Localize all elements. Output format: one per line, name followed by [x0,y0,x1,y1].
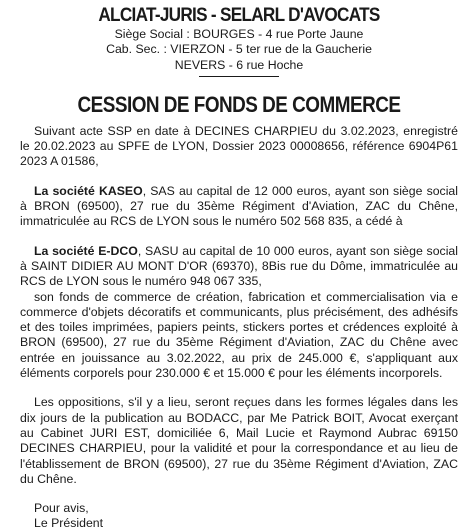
business-description: son fonds de commerce de création, fabrication et commercialisation via e commerce d'objets décoratifs et communicants, plus précisément, des adhésifs et des toiles imprimées, papiers peints, stickers portes et crédences exploité à BRON (69500), 27 rue du 35ème Régiment d'Aviation, ZAC du Chêne avec entrée en jouissance au 3.02.2022, au prix de 245.000 €, s'appliquant aux éléments corporels pour 230.000 € et 15.000 € pour les éléments incorporels. [20,289,458,381]
paragraph-spacer [20,381,458,395]
secondary-office-address: Cab. Sec. : VIERZON - 5 ter rue de la Gaucherie [106,42,372,57]
paragraph-spacer [20,230,458,244]
closing-notice: Pour avis, [34,501,89,516]
notice-title: CESSION DE FONDS DE COMMERCE [77,91,401,117]
paragraph-spacer [20,487,458,501]
seller-paragraph [20,184,458,230]
signatory: Le Président [34,516,104,531]
paragraph-spacer [20,170,458,184]
buyer-details: , SASU au capital de 10 000 euros, ayant son siège social à SAINT DIDIER AU MONT D'OR (69370), 8Bis rue du Dôme, immatriculée au RCS de LYON sous le numéro 948 067 335, [20,243,458,289]
header-divider [199,76,279,77]
legal-notice [20,3,458,532]
buyer-paragraph [20,244,458,290]
intro-paragraph: Suivant acte SSP en date à DECINES CHARPIEU du 3.02.2023, enregistré le 20.02.2023 au SPFE de LYON, Dossier 2023 00008656, référence 6904P61 2023 A 01586, [20,123,458,169]
seller-details: , SAS au capital de 12 000 euros, ayant son siège social à BRON (69500), 27 rue du 35ème Régiment d'Aviation, ZAC du Chêne, immatriculée au RCS de LYON sous le numéro 502 568 835, a cédé à [20,183,459,229]
nevers-office-address: NEVERS - 6 rue Hoche [174,57,304,72]
buyer-name: La société E-DCO [34,243,138,258]
oppositions-paragraph: Les oppositions, s'il y a lieu, seront reçues dans les formes légales dans les dix jours de la publication au BODACC, par Me Patrick BOIT, Avocat exerçant au Cabinet JURI EST, domiciliée 6, Mail Lucie et Raymond Aubrac 69150 DECINES CHARPIEU, pour la validité et pour la correspondance et au lieu de l'établissement de BRON (69500), 27 rue du 35ème Régiment d'Aviation, ZAC du Chêne. [20,395,458,486]
seller-name: La société KASEO [34,183,143,198]
firm-name: ALCIAT-JURIS - SELARL D'AVOCATS [98,4,380,26]
head-office-address: Siège Social : BOURGES - 4 rue Porte Jaune [114,27,364,41]
